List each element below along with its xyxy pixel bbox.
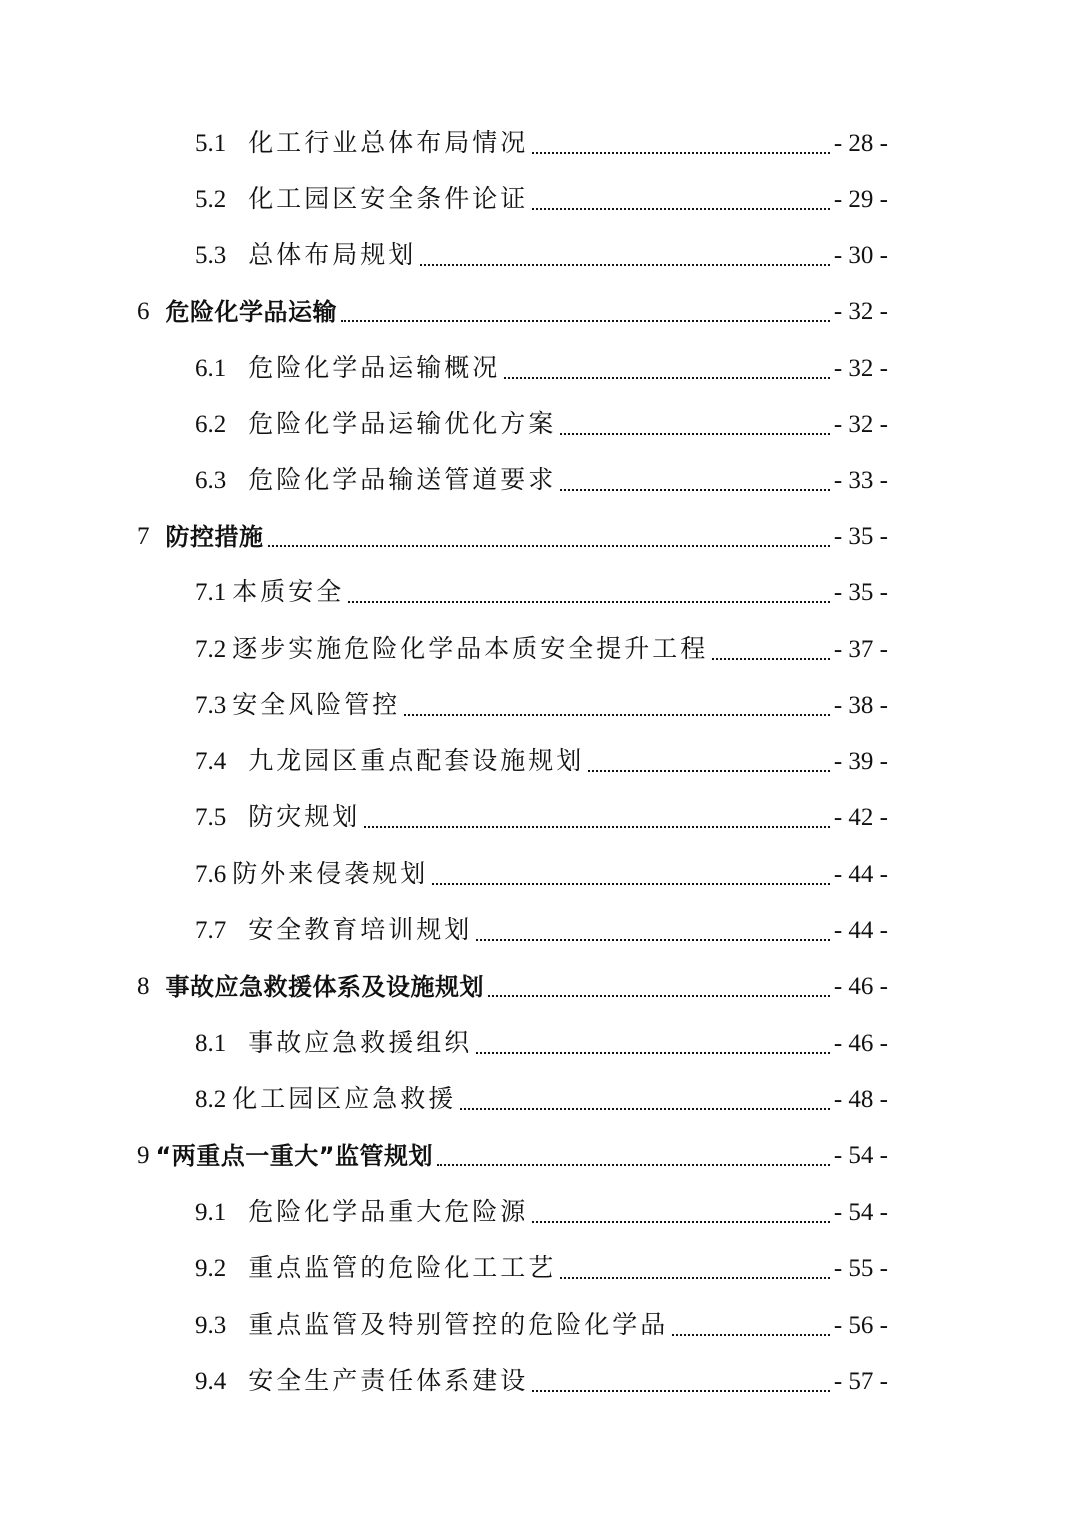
toc-entry-number: 8 [137,973,150,1000]
toc-entry-title: 九龙园区重点配套设施规划 [248,748,585,775]
toc-entry-page: - 32 - [833,411,888,438]
toc-entry-number: 5.3 [195,242,227,269]
dot-leader [560,489,830,491]
dot-leader [460,1108,830,1110]
toc-entry-title: 危险化学品运输 [165,298,337,326]
toc-entry-page: - 56 - [833,1312,888,1339]
toc-entry-7-1[interactable] [195,573,888,613]
toc-entry-title: 总体布局规划 [248,242,417,269]
dot-leader [268,545,830,547]
toc-entry-number: 8.2 [195,1086,227,1113]
toc-entry-number: 8.1 [195,1030,227,1057]
toc-entry-number: 6.1 [195,355,227,382]
toc-entry-page: - 48 - [833,1086,888,1113]
dot-leader [672,1334,830,1336]
toc-entry-page: - 57 - [833,1368,888,1395]
dot-leader [488,995,830,997]
toc-entry-9-2[interactable] [195,1249,888,1289]
toc-entry-number: 9.4 [195,1368,227,1395]
dot-leader [532,208,830,210]
dot-leader [476,1052,830,1054]
toc-entry-title: 逐步实施危险化学品本质安全提升工程 [232,636,709,663]
toc-entry-9-4[interactable] [195,1362,888,1402]
toc-entry-page: - 44 - [833,861,888,888]
toc-entry-9-1[interactable] [195,1193,888,1233]
toc-entry-number: 9.1 [195,1199,227,1226]
toc-entry-page: - 54 - [833,1142,888,1169]
toc-entry-title: 化工园区应急救援 [232,1086,457,1113]
toc-entry-page: - 32 - [833,298,888,325]
toc-entry-6-2[interactable] [195,405,888,445]
toc-entry-number: 7 [137,523,150,550]
toc-entry-page: - 39 - [833,748,888,775]
toc-entry-title: “两重点一重大”监管规划 [155,1142,434,1170]
dot-leader [420,264,830,266]
toc-entry-title: 重点监管及特别管控的危险化学品 [248,1312,669,1339]
toc-entry-number: 6 [137,298,150,325]
dot-leader [588,770,830,772]
toc-entry-title: 危险化学品重大危险源 [248,1199,529,1226]
toc-entry-number: 7.4 [195,748,227,775]
toc-entry-page: - 46 - [833,1030,888,1057]
toc-entry-title: 防灾规划 [248,804,361,831]
toc-entry-page: - 30 - [833,242,888,269]
dot-leader [532,1390,830,1392]
toc-entry-page: - 32 - [833,355,888,382]
toc-entry-number: 5.2 [195,186,227,213]
toc-entry-5-2[interactable] [195,180,888,220]
dot-leader [404,714,830,716]
toc-entry-page: - 37 - [833,636,888,663]
toc-entry-title: 防外来侵袭规划 [232,861,429,888]
toc-entry-number: 6.2 [195,411,227,438]
toc-entry-page: - 42 - [833,804,888,831]
dot-leader [504,377,830,379]
toc-entry-7-6[interactable] [195,855,888,895]
dot-leader [364,826,830,828]
toc-entry-number: 5.1 [195,130,227,157]
toc-entry-8-1[interactable] [195,1024,888,1064]
toc-entry-title: 本质安全 [232,579,345,606]
toc-entry-number: 6.3 [195,467,227,494]
toc-entry-number: 7.6 [195,861,227,888]
toc-entry-number: 9 [137,1142,150,1169]
toc-entry-7-3[interactable] [195,686,888,726]
toc-entry-title: 安全教育培训规划 [248,917,473,944]
toc-entry-number: 9.3 [195,1312,227,1339]
dot-leader [560,1277,830,1279]
toc-entry-number: 7.3 [195,692,227,719]
toc-entry-6[interactable] [137,292,888,332]
toc-entry-title: 危险化学品运输概况 [248,355,501,382]
dot-leader [476,939,830,941]
toc-entry-number: 7.1 [195,579,227,606]
dot-leader [532,152,830,154]
toc-entry-7-4[interactable] [195,742,888,782]
dot-leader [348,601,830,603]
toc-entry-7[interactable] [137,517,888,557]
dot-leader [437,1164,830,1166]
toc-entry-page: - 35 - [833,579,888,606]
toc-entry-9-3[interactable] [195,1306,888,1346]
toc-entry-5-1[interactable] [195,124,888,164]
toc-entry-page: - 35 - [833,523,888,550]
toc-entry-page: - 33 - [833,467,888,494]
toc-entry-page: - 28 - [833,130,888,157]
toc-entry-page: - 38 - [833,692,888,719]
toc-entry-title: 危险化学品输送管道要求 [248,467,557,494]
toc-entry-6-3[interactable] [195,461,888,501]
toc-entry-title: 危险化学品运输优化方案 [248,411,557,438]
toc-entry-page: - 29 - [833,186,888,213]
toc-entry-title: 重点监管的危险化工工艺 [248,1255,557,1282]
toc-entry-title: 化工园区安全条件论证 [248,186,529,213]
toc-entry-5-3[interactable] [195,236,888,276]
toc-entry-title: 安全风险管控 [232,692,401,719]
toc-entry-title: 化工行业总体布局情况 [248,130,529,157]
toc-entry-page: - 54 - [833,1199,888,1226]
toc-entry-number: 7.5 [195,804,227,831]
dot-leader [532,1221,830,1223]
toc-entry-8[interactable] [137,967,888,1007]
toc-entry-6-1[interactable] [195,349,888,389]
toc-entry-number: 7.7 [195,917,227,944]
toc-entry-7-7[interactable] [195,911,888,951]
dot-leader [560,433,830,435]
toc-entry-page: - 44 - [833,917,888,944]
toc-entry-7-2[interactable] [195,630,888,670]
toc-entry-8-2[interactable] [195,1080,888,1120]
toc-entry-9[interactable] [137,1136,888,1176]
toc-entry-title: 安全生产责任体系建设 [248,1368,529,1395]
toc-entry-page: - 46 - [833,973,888,1000]
toc-entry-7-5[interactable] [195,798,888,838]
toc-entry-number: 9.2 [195,1255,227,1282]
toc-entry-title: 事故应急救援组织 [248,1030,473,1057]
dot-leader [712,658,830,660]
toc-entry-title: 事故应急救援体系及设施规划 [165,973,484,1001]
toc-entry-title: 防控措施 [165,523,264,551]
dot-leader [432,883,830,885]
dot-leader [341,320,830,322]
toc-entry-page: - 55 - [833,1255,888,1282]
toc-entry-number: 7.2 [195,636,227,663]
